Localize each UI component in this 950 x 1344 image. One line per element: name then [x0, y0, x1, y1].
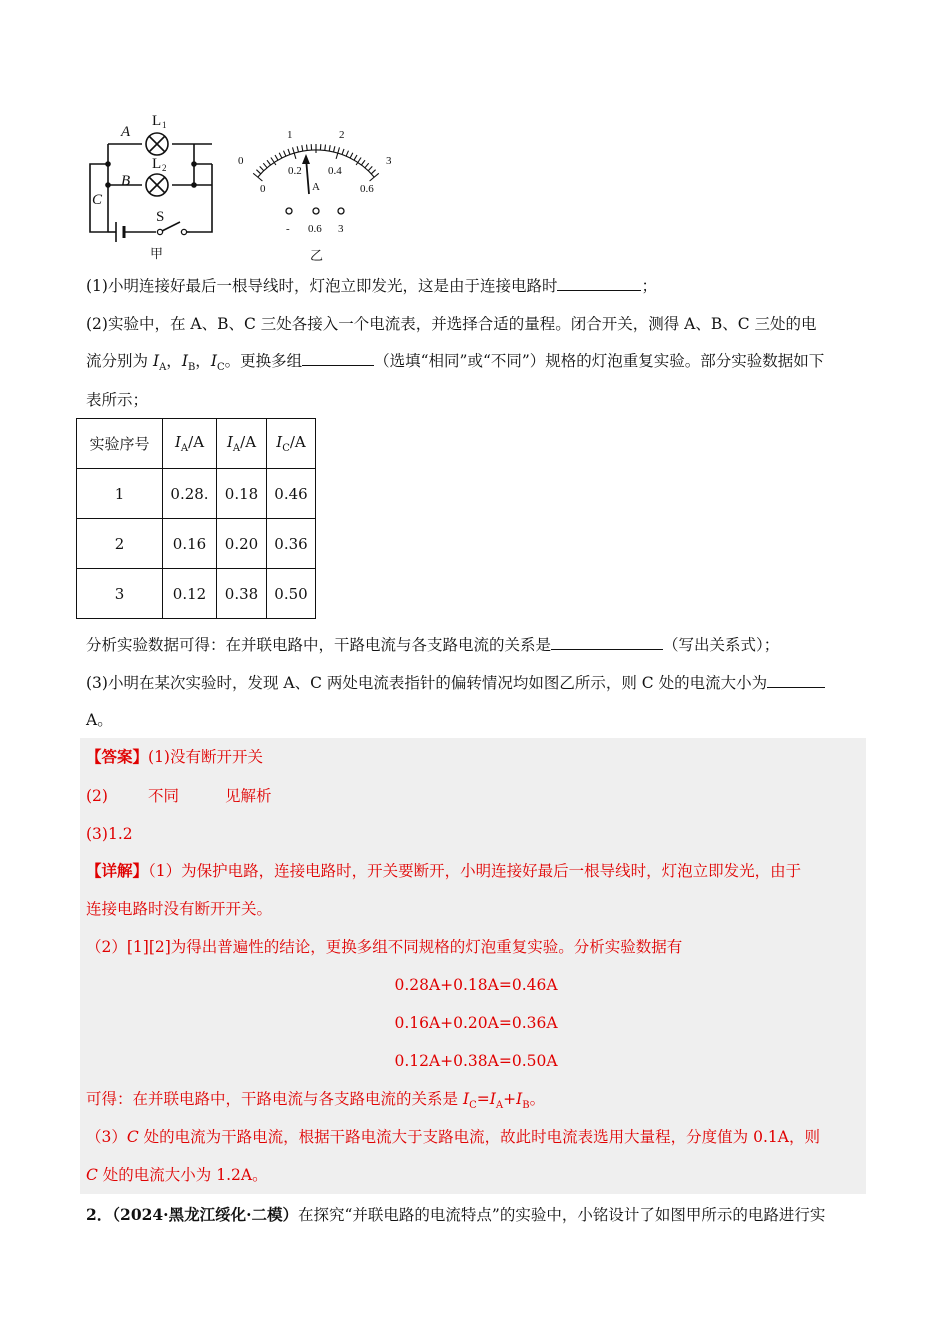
analysis-text: 分析实验数据可得：在并联电路中，干路电流与各支路电流的关系是 — [86, 636, 552, 654]
scale-top-0: 0 — [238, 155, 244, 167]
detail-p3-pre: （3） — [86, 1128, 127, 1146]
question-source: （2024·黑龙江绥化·二模） — [112, 1205, 298, 1224]
table-cell: 0.16 — [163, 519, 217, 569]
q2-sep1: ， — [166, 352, 182, 370]
analysis-blank — [551, 635, 663, 650]
meter-tick — [263, 163, 267, 168]
meter-tick — [275, 155, 278, 160]
equation-1: 0.28A+0.18A=0.46A — [394, 976, 558, 994]
scale-bottom-0.2: 0.2 — [288, 165, 302, 177]
meter-tick — [288, 149, 290, 155]
answer-line-3: (3)1.2 — [86, 825, 133, 843]
header-sub: A — [232, 443, 241, 454]
question-number: 2． — [86, 1205, 113, 1224]
meter-tick — [370, 173, 379, 181]
needle-tip-icon — [302, 154, 310, 164]
detail-conclusion — [86, 1089, 866, 1116]
lamp-label-l2: L — [152, 156, 162, 172]
answer-tag: 【答案】 — [86, 747, 149, 766]
header-unit: /A — [188, 433, 205, 451]
symbol-ic: I — [210, 352, 217, 370]
question-3-line1 — [86, 673, 866, 693]
table-cell: 0.28. — [163, 469, 217, 519]
table-row — [77, 469, 316, 519]
q1-text: (1)小明连接好最后一根导线时，灯泡立即发光，这是由于连接电路时 — [86, 277, 558, 295]
header-sub: A — [180, 443, 189, 454]
meter-tick — [260, 166, 264, 170]
answer-2-value-2: 见解析 — [224, 787, 272, 805]
table-cell: 3 — [77, 569, 163, 619]
q3-blank — [767, 673, 825, 688]
scale-top-1: 1 — [287, 129, 293, 141]
table-cell: 0.18 — [217, 469, 267, 519]
table-header-row — [77, 419, 316, 469]
q2-post: （选填“相同”或“不同”）规格的灯泡重复实验。部分实验数据如下 — [374, 352, 825, 370]
circuit-nodes — [105, 161, 197, 234]
table-cell: 0.50 — [267, 569, 316, 619]
meter-tick — [365, 163, 369, 168]
terminal-posts — [286, 208, 344, 214]
table-row — [77, 519, 316, 569]
conclusion-plus: + — [503, 1090, 517, 1108]
scale-bottom-0: 0 — [260, 183, 266, 195]
terminal-label-negative: - — [286, 223, 290, 235]
table-header-cell — [217, 419, 267, 469]
symbol-c: C — [86, 1166, 98, 1184]
symbol-ib-sub: B — [187, 362, 196, 374]
q1-end: ； — [641, 277, 657, 295]
meter-tick — [342, 149, 344, 155]
symbol-ib: I — [181, 352, 188, 370]
question-1 — [86, 276, 866, 296]
ammeter-dial — [238, 129, 392, 264]
conclusion-end: 。 — [529, 1090, 546, 1108]
meter-tick — [354, 155, 357, 160]
symbol-ia: I — [489, 1090, 496, 1108]
equation-2: 0.16A+0.20A=0.36A — [394, 1014, 558, 1032]
question-3-line2: A。 — [86, 711, 113, 729]
q2-sep2: ， — [195, 352, 211, 370]
table-cell: 2 — [77, 519, 163, 569]
meter-tick — [302, 145, 303, 151]
meter-tick — [253, 173, 262, 181]
q2-pre: 流分别为 — [86, 352, 153, 370]
figure-caption-jia: 甲 — [150, 247, 164, 262]
symbol-ib-sub: B — [522, 1100, 530, 1112]
symbol-ia: I — [152, 352, 160, 370]
detail-p1-l1: （1）为保护电路，连接电路时，开关要断开，小明连接好最后一根导线时，灯泡立即发光，由于 — [148, 862, 802, 880]
lamp-label-l2-sub: 2 — [162, 163, 167, 173]
symbol-ic: I — [462, 1090, 470, 1108]
meter-unit: A — [312, 181, 320, 193]
symbol-ib: I — [516, 1090, 523, 1108]
meter-tick — [334, 146, 335, 152]
header-symbol: I — [276, 433, 283, 451]
symbol-ia-sub: A — [159, 362, 167, 374]
table-cell: 1 — [77, 469, 163, 519]
answer-2-value-1: 不同 — [147, 787, 179, 805]
meter-tick — [267, 160, 271, 165]
table-cell: 0.12 — [163, 569, 217, 619]
header-symbol: I — [174, 433, 181, 451]
symbol-c: C — [126, 1128, 139, 1146]
header-unit: /A — [240, 433, 257, 451]
meter-tick — [297, 146, 298, 152]
table-header-cell — [267, 419, 316, 469]
meter-tick — [361, 160, 365, 165]
question-2-line2 — [86, 351, 866, 378]
answer-1: (1)没有断开开关 — [148, 748, 263, 766]
header-unit: /A — [289, 433, 306, 451]
detail-line-7 — [86, 1165, 866, 1185]
data-table — [76, 418, 316, 619]
meter-tick — [350, 153, 353, 158]
header-sub: C — [282, 443, 290, 454]
conclusion-equals: = — [476, 1090, 490, 1108]
experiment-figure — [80, 108, 420, 268]
analysis-line — [86, 635, 866, 655]
terminal-label-0.6: 0.6 — [308, 223, 322, 235]
switch-label: S — [156, 209, 165, 225]
q2-blank — [302, 351, 374, 366]
question-text: 在探究“并联电路的电流特点”的实验中，小铭设计了如图甲所示的电路进行实 — [297, 1206, 826, 1224]
q2-mid: 。更换多组 — [224, 352, 303, 370]
battery-symbol — [116, 222, 124, 242]
meter-tick — [279, 153, 282, 158]
table-cell: 0.46 — [267, 469, 316, 519]
meter-tick — [371, 170, 375, 174]
lamp-label-l1: L — [152, 113, 162, 129]
table-header-cell — [163, 419, 217, 469]
meter-tick — [325, 145, 326, 151]
answer-box — [80, 738, 866, 1194]
symbol-ic-sub: C — [216, 362, 225, 374]
header-text: 实验序号 — [89, 435, 150, 453]
q3-text: (3)小明在某次实验时，发现 A、C 两处电流表指针的偏转情况均如图乙所示，则 C 处的电流大小为 — [86, 674, 768, 692]
header-symbol: I — [226, 433, 233, 451]
equation-3: 0.12A+0.38A=0.50A — [394, 1052, 558, 1070]
detail-line-2: 连接电路时没有断开开关。 — [86, 900, 273, 918]
question-2-line3: 表所示； — [86, 391, 149, 409]
figure-caption-yi: 乙 — [310, 249, 324, 264]
scale-top-3: 3 — [386, 155, 392, 167]
next-question — [86, 1205, 866, 1225]
meter-tick — [368, 166, 372, 170]
meter-tick — [256, 170, 260, 174]
terminal-label-3: 3 — [338, 223, 344, 235]
answer-2-num: (2) — [86, 787, 108, 805]
table-row — [77, 569, 316, 619]
scale-bottom-0.6: 0.6 — [360, 183, 374, 195]
detail-line-3: （2）[1][2]为得出普遍性的结论，更换多组不同规格的灯泡重复实验。分析实验数据有 — [86, 938, 683, 956]
answer-line-2 — [86, 786, 866, 806]
question-2-line1: (2)实验中，在 A、B、C 三处各接入一个电流表，并选择合适的量程。闭合开关，测得 A、B、C 三处的电 — [86, 315, 817, 333]
detail-tag: 【详解】 — [86, 861, 149, 880]
conclusion-text: 可得：在并联电路中，干路电流与各支路电流的关系是 — [86, 1090, 463, 1108]
node-label-b: B — [121, 173, 131, 189]
detail-line-1 — [86, 861, 866, 881]
table-cell: 0.38 — [217, 569, 267, 619]
scale-top-2: 2 — [339, 129, 345, 141]
node-label-a: A — [121, 124, 131, 140]
answer-line-1 — [86, 747, 866, 767]
meter-tick — [329, 145, 330, 151]
meter-tick — [307, 145, 308, 151]
scale-bottom-0.4: 0.4 — [328, 165, 342, 177]
detail-line-6 — [86, 1127, 866, 1147]
symbol-ia-sub: A — [495, 1100, 504, 1112]
table-header-cell — [77, 419, 163, 469]
detail-p3-l1: 处的电流为干路电流，根据干路电流大于支路电流，故此时电流表选用大量程，分度值为 0.1A，则 — [138, 1128, 820, 1146]
node-label-c: C — [92, 192, 103, 208]
table-cell: 0.20 — [217, 519, 267, 569]
symbol-ic-sub: C — [469, 1100, 477, 1112]
lamp-label-l1-sub: 1 — [162, 120, 167, 130]
meter-tick — [284, 151, 286, 157]
meter-tick — [346, 151, 348, 157]
table-cell: 0.36 — [267, 519, 316, 569]
q1-blank — [557, 276, 641, 291]
analysis-end: （写出关系式）； — [663, 636, 780, 654]
detail-p3-l2: 处的电流大小为 1.2A。 — [97, 1166, 268, 1184]
